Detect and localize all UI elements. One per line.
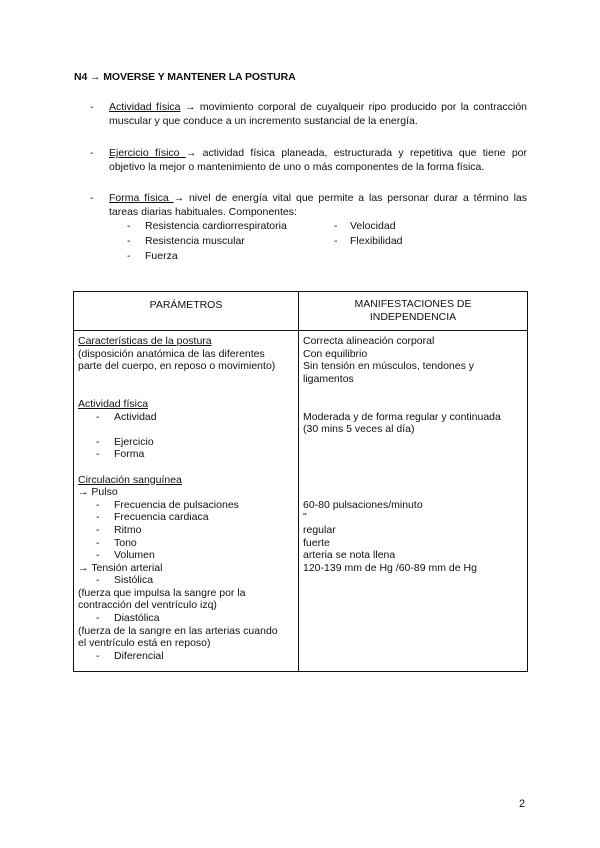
actividad-item: Forma	[114, 448, 145, 461]
term-ejercicio-fisico: Ejercicio físico	[109, 147, 186, 159]
postura-value: Con equilibrio	[303, 347, 368, 360]
pulso-item: Frecuencia cardiaca	[114, 511, 209, 524]
manifestaciones-column	[299, 331, 528, 672]
postura-desc: parte del cuerpo, en reposo o movimiento)	[78, 360, 276, 373]
postura-desc: (disposición anatómica de las diferentes	[78, 347, 265, 360]
component-item: Resistencia muscular	[145, 235, 245, 247]
sistolica-desc: contracción del ventrículo izq)	[78, 599, 217, 612]
tension-label: → Tensión arterial	[78, 561, 163, 574]
actividad-title: Actividad física	[78, 397, 149, 410]
header-manifestaciones: MANIFESTACIONES DE INDEPENDENCIA	[299, 292, 528, 331]
postura-value: Correcta alineación corporal	[303, 335, 435, 347]
diastolica-item: Diastólica	[114, 612, 160, 625]
bullet-dash: -	[90, 101, 94, 113]
pulso-item: Frecuencia de pulsaciones	[114, 498, 239, 511]
actividad-value: Moderada y de forma regular y continuada	[303, 410, 501, 423]
document-page: N4 → MOVERSE Y MANTENER LA POSTURA - Actividad física → movimiento corporal de cuyalqueir ripo producido por la contracción muscular y que conduce a un incremento sustancial de la energía. - Ejercicio físico → actividad física planeada, estructurada y repetitiva que tiene por objetivo la mejor o mantenimiento de uno o más componentes de la forma física. - Forma física → nivel de energía vital que permite a las personar durar a término las tareas diarias habituales. Componentes: - Resistencia cardiorrespiratoria - Resistencia muscular - Fuerza - Velocidad - Flexibilidad PARÁMETROS MANIFESTACIONES DE INDEPENDENCIA Características de la postura (disposición anatómica de las diferentes parte del cuerpo, en reposo o movimiento) Actividad física - Actividad - Ejercicio - Forma Circulación sanguínea → Pulso - Frecuencia de pulsaciones - Frecuencia cardiaca - Ritmo - Tono - Volumen → Tensión arterial - Sistólica (fuerza que impulsa la sangre por la contracción del ventrículo izq) - Diastólica (fuerza de la sangre en las arterias cuando el ventrículo está en reposo) - Diferencial Correcta alineación corporal Con equilibrio Sin tensión en músculos, tendones y ligamentos Moderada y de forma regular y continuada (30 mins 5 veces al día) 60-80 pulsaciones/minuto " regular fuerte arteria se nota llena 120-139 mm de Hg /60-89 mm de Hg 2	[74, 71, 528, 810]
bullet-actividad-fisica	[90, 100, 527, 128]
diastolica-desc: el ventrículo está en reposo)	[78, 637, 211, 650]
parametros-column: Características de la postura (disposición anatómica de las diferentes parte del cuerpo, en reposo o movimiento) Actividad física - Actividad - Ejercicio - Forma Circulación sanguínea → Pulso - Frecuencia de pulsaciones - Frecuencia cardiaca - Ritmo - Tono - Volumen → Tensión arterial - Sistólica (fuerza que impulsa la sangre por la contracción del ventrículo izq) - Diastólica (fuerza de la sangre en las arterias cuando el ventrículo está en reposo) - Diferencial	[74, 331, 299, 672]
component-item: Flexibilidad	[350, 235, 403, 247]
pulso-label: → Pulso	[78, 486, 118, 499]
diastolica-desc: (fuerza de la sangre en las arterias cuando	[78, 624, 278, 637]
definition-ejercicio-fisico: → actividad física planeada, estructurada y repetitiva que tiene por objetivo la mejor o mantenimiento de uno o más componentes de la forma física.	[109, 147, 528, 173]
pulso-value: regular	[303, 523, 336, 536]
parameters-table	[73, 291, 528, 672]
pulso-item: Tono	[114, 536, 137, 549]
component-item: Velocidad	[350, 220, 396, 232]
pulso-value: arteria se nota llena	[303, 549, 396, 562]
definition-actividad-fisica: → movimiento corporal de cuyalqueir ripo producido por la contracción muscular y que conduce a un incremento sustancial de la energía.	[109, 101, 528, 127]
pulso-item: Volumen	[114, 549, 155, 562]
definition-forma-fisica: → nivel de energía vital que permite a las personar durar a término las tareas diarias habituales. Componentes:	[109, 192, 527, 218]
pulso-value: fuerte	[303, 536, 330, 549]
term-actividad-fisica: Actividad física	[109, 101, 181, 113]
component-item: Resistencia cardiorrespiratoria	[145, 220, 287, 232]
actividad-item: Actividad	[114, 410, 157, 423]
pulso-value: 60-80 pulsaciones/minuto	[303, 498, 423, 511]
postura-title: Características de la postura	[78, 335, 212, 347]
diferencial-item: Diferencial	[114, 649, 164, 662]
pulso-item: Ritmo	[114, 523, 142, 536]
tension-value: 120-139 mm de Hg /60-89 mm de Hg	[303, 561, 477, 574]
sistolica-desc: (fuerza que impulsa la sangre por la	[78, 586, 246, 599]
postura-value: Sin tensión en músculos, tendones y	[303, 360, 475, 373]
bullet-dash: -	[90, 147, 94, 159]
pulso-value: "	[303, 511, 307, 524]
postura-value: ligamentos	[303, 372, 354, 385]
actividad-value: (30 mins 5 veces al día)	[303, 423, 415, 436]
bullet-ejercicio-fisico	[90, 146, 527, 174]
section-heading: N4 → MOVERSE Y MANTENER LA POSTURA	[74, 71, 296, 83]
page-number: 2	[519, 798, 526, 810]
bullet-dash: -	[90, 192, 94, 204]
bullet-forma-fisica	[90, 191, 527, 219]
term-forma-fisica: Forma física	[109, 192, 174, 204]
circulacion-title: Circulación sanguínea	[78, 473, 182, 486]
sistolica-item: Sistólica	[114, 574, 154, 587]
actividad-item: Ejercicio	[114, 435, 154, 448]
header-parametros: PARÁMETROS	[74, 292, 299, 331]
component-item: Fuerza	[145, 250, 178, 262]
